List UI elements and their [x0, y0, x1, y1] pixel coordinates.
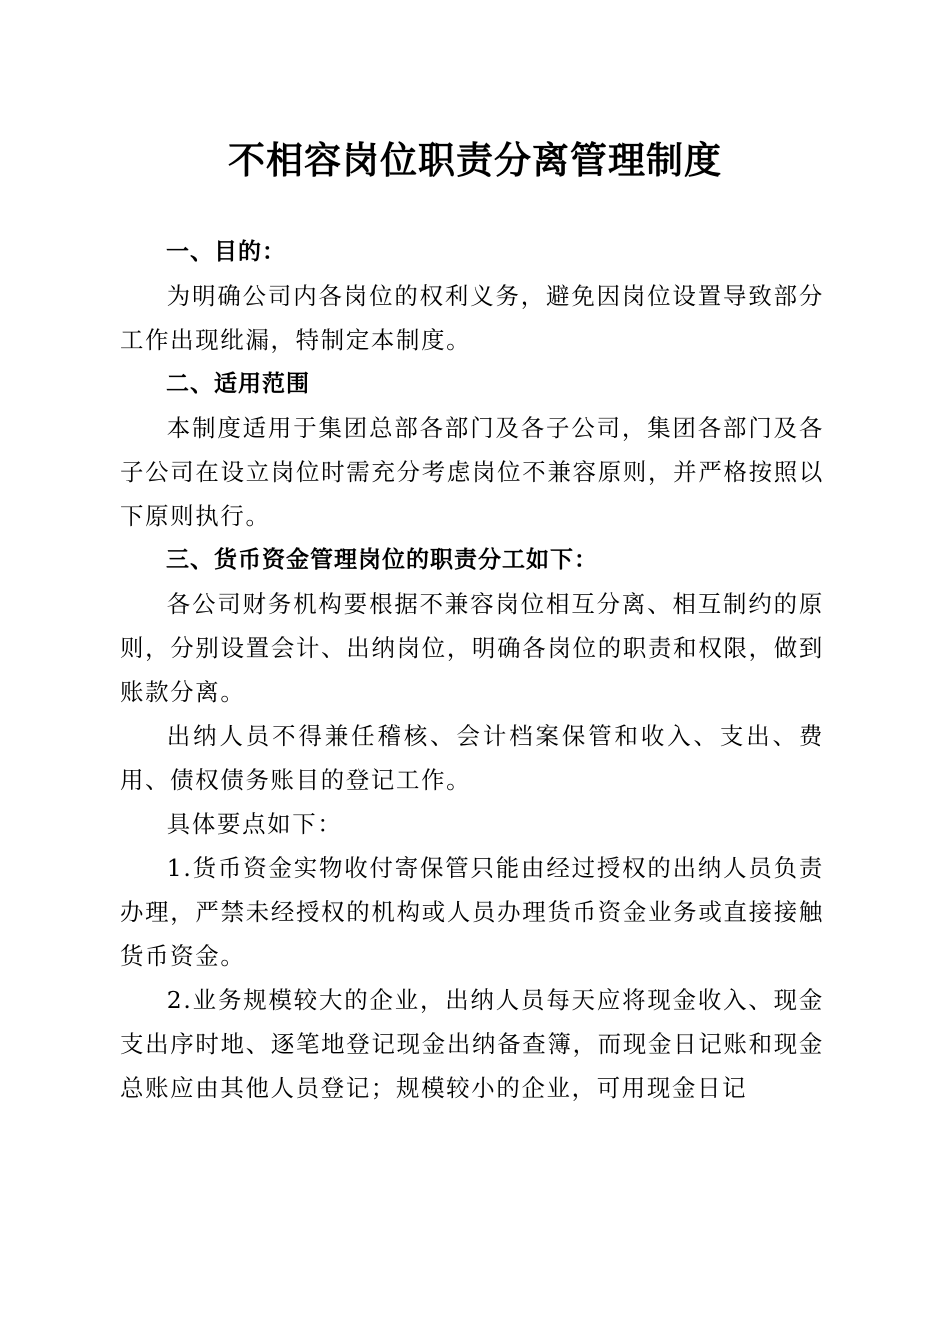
paragraph: 出纳人员不得兼任稽核、会计档案保管和收入、支出、费用、债权债务账目的登记工作。 [120, 722, 824, 794]
section-purpose [120, 230, 824, 362]
paragraph: 具体要点如下： [166, 810, 343, 838]
numbered-paragraph: 1.货币资金实物收付寄保管只能由经过授权的出纳人员负责办理，严禁未经授权的机构或人员办理货币资金业务或直接接触货币资金。 [120, 854, 824, 970]
section-heading: 二、适用范围 [166, 371, 310, 397]
section-heading: 一、目的： [166, 239, 286, 265]
paragraph: 为明确公司内各岗位的权利义务，避免因岗位设置导致部分工作出现纰漏，特制定本制度。 [120, 282, 824, 354]
section-cash-management [120, 538, 824, 1110]
section-heading: 三、货币资金管理岗位的职责分工如下： [166, 547, 598, 573]
paragraph: 各公司财务机构要根据不兼容岗位相互分离、相互制约的原则，分别设置会计、出纳岗位，明确各岗位的职责和权限，做到账款分离。 [120, 590, 824, 706]
section-scope [120, 362, 824, 538]
document-title: 不相容岗位职责分离管理制度 [228, 138, 722, 182]
numbered-paragraph: 2.业务规模较大的企业，出纳人员每天应将现金收入、现金支出序时地、逐笔地登记现金出纳备查簿，而现金日记账和现金总账应由其他人员登记；规模较小的企业，可用现金日记 [120, 986, 824, 1102]
document-body [120, 230, 824, 1110]
paragraph: 本制度适用于集团总部各部门及各子公司，集团各部门及各子公司在设立岗位时需充分考虑岗位不兼容原则，并严格按照以下原则执行。 [120, 414, 824, 530]
